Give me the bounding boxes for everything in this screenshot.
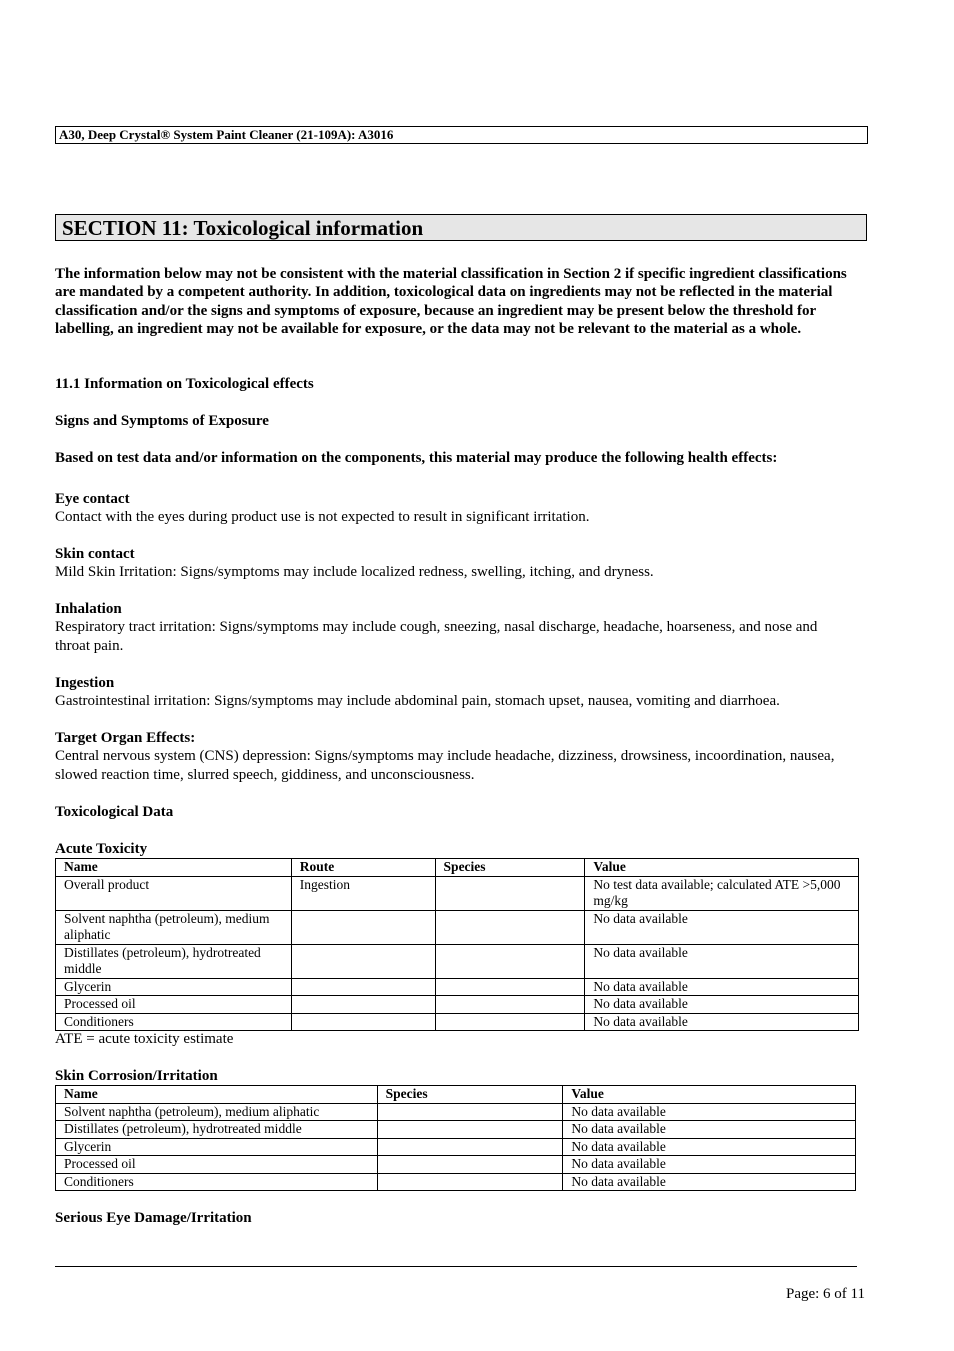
table-cell <box>435 910 585 944</box>
effect-inhalation <box>55 600 855 655</box>
table-cell: No data available <box>563 1121 856 1139</box>
effect-text: Central nervous system (CNS) depression: Signs/symptoms may include headache, dizziness, drowsiness, incoordination, nausea, slowed reaction time, slurred speech, giddiness, and unconsciousness. <box>55 748 835 783</box>
effect-text: Contact with the eyes during product use is not expected to result in significant irritation. <box>55 509 590 526</box>
table-cell <box>377 1103 563 1121</box>
table-cell <box>291 978 435 996</box>
page-number: Page: 6 of 11 <box>785 1286 865 1302</box>
subsection-11-1: 11.1 Information on Toxicological effects <box>55 376 314 392</box>
footer-divider <box>55 1266 857 1267</box>
table-cell <box>377 1138 563 1156</box>
table-cell: Processed oil <box>56 996 292 1014</box>
table-cell: Distillates (petroleum), hydrotreated middle <box>56 944 292 978</box>
effect-title: Target Organ Effects: <box>55 730 196 746</box>
table-row <box>56 1156 856 1174</box>
table-cell <box>435 876 585 910</box>
signs-heading: Signs and Symptoms of Exposure <box>55 413 269 429</box>
table-cell: No data available <box>563 1156 856 1174</box>
table-cell: Distillates (petroleum), hydrotreated middle <box>56 1121 378 1139</box>
table-cell <box>435 1013 585 1031</box>
table-cell <box>291 910 435 944</box>
column-header: Name <box>56 1086 378 1104</box>
table-cell <box>377 1121 563 1139</box>
acute-heading: Acute Toxicity <box>55 841 148 857</box>
effect-title: Eye contact <box>55 491 130 507</box>
column-header: Species <box>377 1086 563 1104</box>
table-row <box>56 876 859 910</box>
table-cell: No data available <box>585 944 859 978</box>
section-title: SECTION 11: Toxicological information <box>55 214 867 241</box>
effect-title: Inhalation <box>55 601 122 617</box>
table-cell: Ingestion <box>291 876 435 910</box>
effect-target-organ <box>55 729 855 784</box>
table-cell: No data available <box>585 1013 859 1031</box>
table-cell: Conditioners <box>56 1173 378 1191</box>
table-row <box>56 1013 859 1031</box>
table-cell: Solvent naphtha (petroleum), medium aliphatic <box>56 910 292 944</box>
table-cell: No data available <box>563 1173 856 1191</box>
table-cell <box>377 1156 563 1174</box>
table-row <box>56 910 859 944</box>
skin-corrosion-table <box>55 1085 856 1191</box>
table-cell <box>435 978 585 996</box>
effect-ingestion <box>55 674 855 711</box>
column-header: Value <box>563 1086 856 1104</box>
table-cell <box>291 1013 435 1031</box>
effect-text: Mild Skin Irritation: Signs/symptoms may include localized redness, swelling, itching, and dryness. <box>55 564 654 581</box>
document-header: A30, Deep Crystal® System Paint Cleaner (21-109A): A3016 <box>55 126 868 144</box>
column-header: Route <box>291 859 435 877</box>
skin-heading: Skin Corrosion/Irritation <box>55 1068 218 1084</box>
table-cell <box>291 996 435 1014</box>
table-cell: Overall product <box>56 876 292 910</box>
effect-title: Ingestion <box>55 675 115 691</box>
intro-paragraph: The information below may not be consistent with the material classification in Section 2 if specific ingredient classifications are mandated by a competent authority. In addition, toxicological data on ingredients may not be reflected in the material classification and/or the signs and symptoms of exposure, because an ingredient may be present below the threshold for labelling, an ingredient may not be available for exposure, or the data may not be relevant to the material as a whole. <box>55 266 847 338</box>
table-header-row <box>56 1086 856 1104</box>
table-cell: Glycerin <box>56 1138 378 1156</box>
based-on-text: Based on test data and/or information on the components, this material may produce the following health effects: <box>55 450 778 466</box>
ate-note: ATE = acute toxicity estimate <box>55 1031 234 1047</box>
table-cell: No data available <box>585 910 859 944</box>
table-cell: No data available <box>585 978 859 996</box>
table-cell: Glycerin <box>56 978 292 996</box>
effect-text: Respiratory tract irritation: Signs/symptoms may include cough, sneezing, nasal discharge, headache, hoarseness, and nose and throat pain. <box>55 619 818 654</box>
table-cell: Solvent naphtha (petroleum), medium aliphatic <box>56 1103 378 1121</box>
table-cell: No test data available; calculated ATE >5,000 mg/kg <box>585 876 859 910</box>
column-header: Value <box>585 859 859 877</box>
table-row <box>56 1138 856 1156</box>
effect-title: Skin contact <box>55 546 135 562</box>
table-cell: No data available <box>585 996 859 1014</box>
column-header: Name <box>56 859 292 877</box>
table-cell: Conditioners <box>56 1013 292 1031</box>
table-cell <box>377 1173 563 1191</box>
table-cell: Processed oil <box>56 1156 378 1174</box>
tox-data-heading: Toxicological Data <box>55 804 174 820</box>
table-cell <box>435 996 585 1014</box>
effect-eye <box>55 490 855 527</box>
table-cell: No data available <box>563 1103 856 1121</box>
effect-skin <box>55 545 855 582</box>
table-row <box>56 1173 856 1191</box>
table-cell: No data available <box>563 1138 856 1156</box>
table-row <box>56 1103 856 1121</box>
table-cell <box>435 944 585 978</box>
table-row <box>56 944 859 978</box>
effect-text: Gastrointestinal irritation: Signs/symptoms may include abdominal pain, stomach upset, nausea, vomiting and diarrhoea. <box>55 693 780 710</box>
table-cell <box>291 944 435 978</box>
table-row <box>56 978 859 996</box>
table-row <box>56 1121 856 1139</box>
eye-damage-heading: Serious Eye Damage/Irritation <box>55 1210 252 1226</box>
table-row <box>56 996 859 1014</box>
table-header-row <box>56 859 859 877</box>
column-header: Species <box>435 859 585 877</box>
acute-toxicity-table <box>55 858 859 1031</box>
